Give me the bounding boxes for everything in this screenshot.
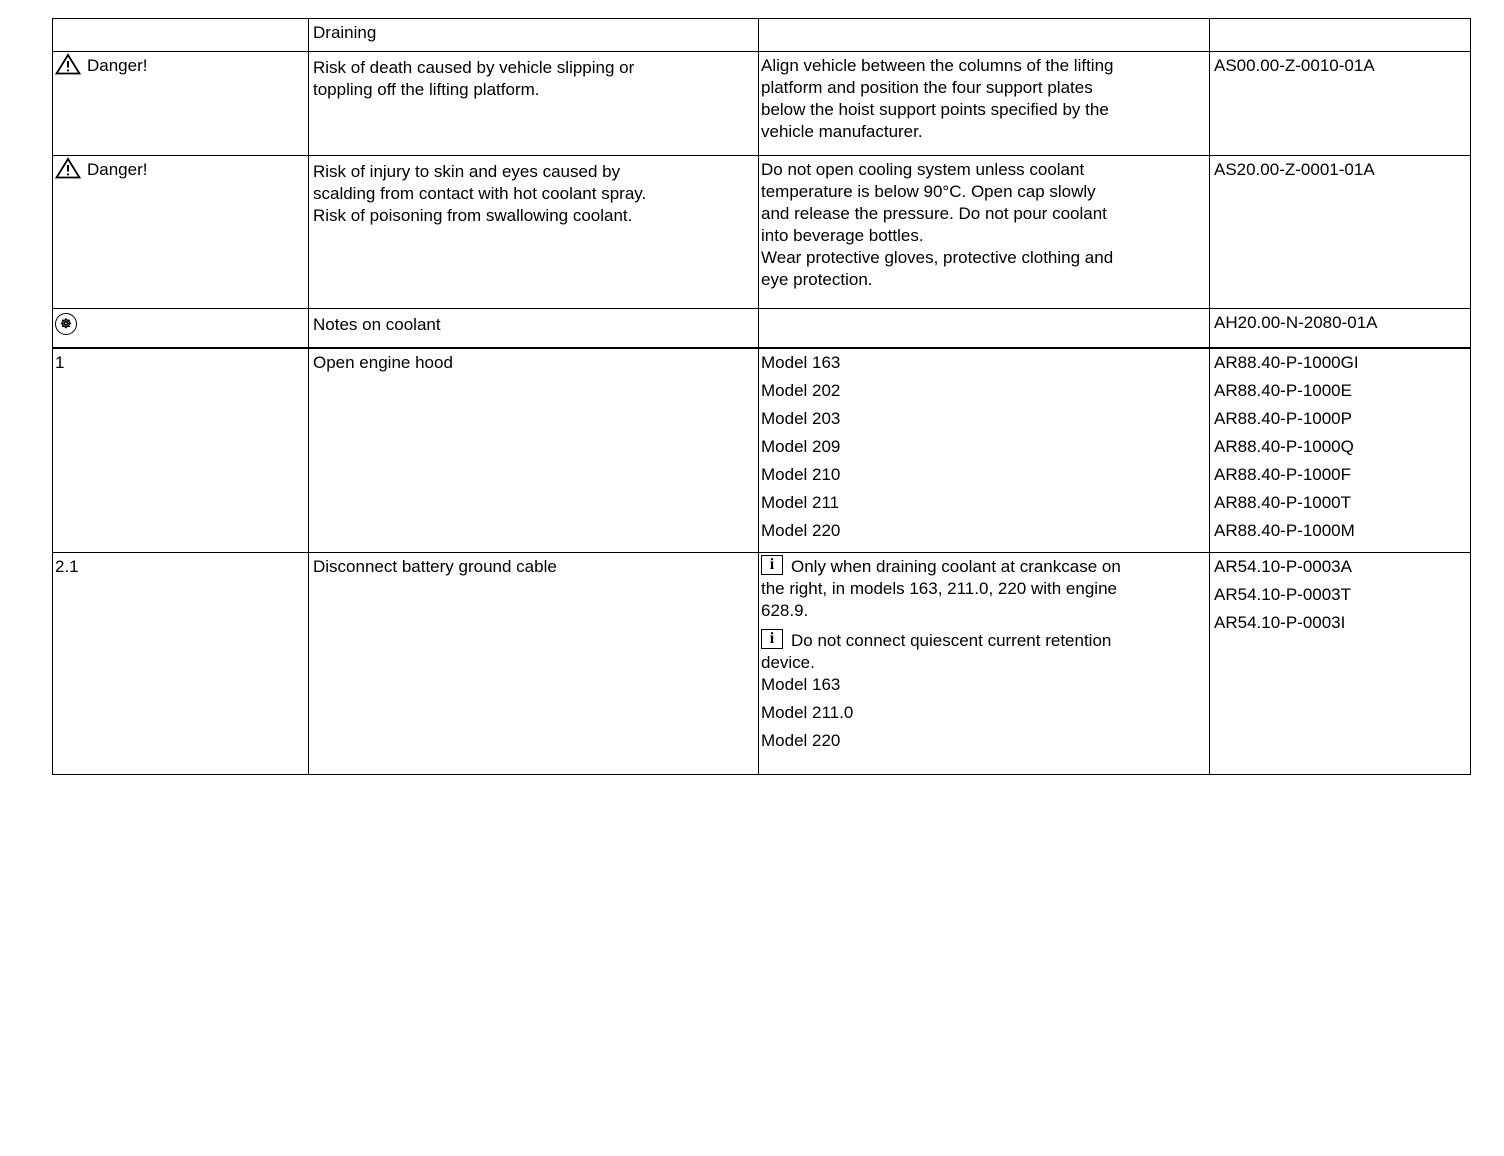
step-number: 1 <box>53 348 309 553</box>
section-title: Draining <box>309 19 759 52</box>
danger-label: Danger! <box>87 56 148 75</box>
detail-line: the right, in models 163, 211.0, 220 with engine <box>761 579 1117 598</box>
info-icon: i <box>761 629 783 649</box>
note-reference: AH20.00-N-2080-01A <box>1210 309 1471 348</box>
measure-line: Do not open cooling system unless coolant <box>761 160 1085 179</box>
risk-line: toppling off the lifting platform. <box>313 80 540 99</box>
model-reference: AR54.10-P-0003I <box>1214 613 1346 632</box>
model-reference: AR88.40-P-1000T <box>1214 492 1352 512</box>
action-line: Disconnect battery ground cable <box>313 557 557 576</box>
danger-cell <box>53 52 309 156</box>
model-label: Model 209 <box>761 436 841 456</box>
detail-line: 628.9. <box>761 601 809 620</box>
measure-line: platform and position the four support plates <box>761 78 1093 97</box>
measure-line: vehicle manufacturer. <box>761 122 923 141</box>
step-details <box>759 553 1210 775</box>
model-reference: AR88.40-P-1000E <box>1214 380 1352 400</box>
note-icon: ☸ <box>55 313 77 335</box>
risk-line: Risk of injury to skin and eyes caused by <box>313 162 621 181</box>
safety-reference: AS20.00-Z-0001-01A <box>1210 156 1471 309</box>
risk-text <box>309 156 759 309</box>
measure-line: and release the pressure. Do not pour coolant <box>761 204 1107 223</box>
measure-line: into beverage bottles. <box>761 226 924 245</box>
model-reference: AR88.40-P-1000GI <box>1214 352 1359 372</box>
note-row <box>53 309 1471 348</box>
model-label: Model 203 <box>761 408 841 428</box>
step-details <box>759 348 1210 553</box>
danger-label: Danger! <box>87 160 148 179</box>
model-label: Model 210 <box>761 464 841 484</box>
model-label: Model 211 <box>761 492 840 512</box>
risk-line: scalding from contact with hot coolant spray. <box>313 184 647 203</box>
measure-line: below the hoist support points specified by the <box>761 100 1109 119</box>
risk-line: Risk of poisoning from swallowing coolant. <box>313 206 633 225</box>
measure-line: eye protection. <box>761 270 873 289</box>
model-reference: AR88.40-P-1000M <box>1214 520 1355 540</box>
danger-cell <box>53 156 309 309</box>
note-text: Notes on coolant <box>309 309 759 348</box>
detail-line: i Only when draining coolant at crankcase on <box>761 556 1207 578</box>
warning-triangle-icon <box>55 157 81 179</box>
model-reference: AR88.40-P-1000F <box>1214 464 1352 484</box>
measure-line: temperature is below 90°C. Open cap slowly <box>761 182 1096 201</box>
danger-row <box>53 52 1471 156</box>
model-label: Model 163 <box>761 352 841 372</box>
model-label: Model 211.0 <box>761 703 854 722</box>
risk-line: Risk of death caused by vehicle slipping or <box>313 58 635 77</box>
step-reference <box>1210 348 1471 553</box>
risk-text <box>309 52 759 156</box>
step-reference <box>1210 553 1471 775</box>
safety-reference: AS00.00-Z-0010-01A <box>1210 52 1471 156</box>
detail-line: i Do not connect quiescent current retention <box>761 630 1207 652</box>
danger-row <box>53 156 1471 309</box>
detail-line: device. <box>761 653 815 672</box>
section-title-row <box>53 19 1471 52</box>
model-reference: AR88.40-P-1000P <box>1214 408 1352 428</box>
model-reference: AR54.10-P-0003T <box>1214 585 1352 604</box>
measure-line: Align vehicle between the columns of the lifting <box>761 56 1114 75</box>
model-label: Model 220 <box>761 731 841 750</box>
step-row <box>53 348 1471 553</box>
model-reference: AR88.40-P-1000Q <box>1214 436 1354 456</box>
info-icon: i <box>761 555 783 575</box>
model-label: Model 163 <box>761 675 841 694</box>
action-line: Open engine hood <box>313 352 453 372</box>
warning-triangle-icon <box>55 53 81 75</box>
model-label: Model 202 <box>761 380 841 400</box>
measure-text <box>759 52 1210 156</box>
step-action <box>309 553 759 775</box>
step-number: 2.1 <box>53 553 309 775</box>
procedure-table <box>52 18 1471 775</box>
model-label: Model 220 <box>761 520 841 540</box>
model-reference: AR54.10-P-0003A <box>1214 557 1352 576</box>
measure-text <box>759 156 1210 309</box>
note-cell <box>53 309 309 348</box>
measure-line: Wear protective gloves, protective clothing and <box>761 248 1114 267</box>
step-row <box>53 553 1471 775</box>
step-action <box>309 348 759 553</box>
